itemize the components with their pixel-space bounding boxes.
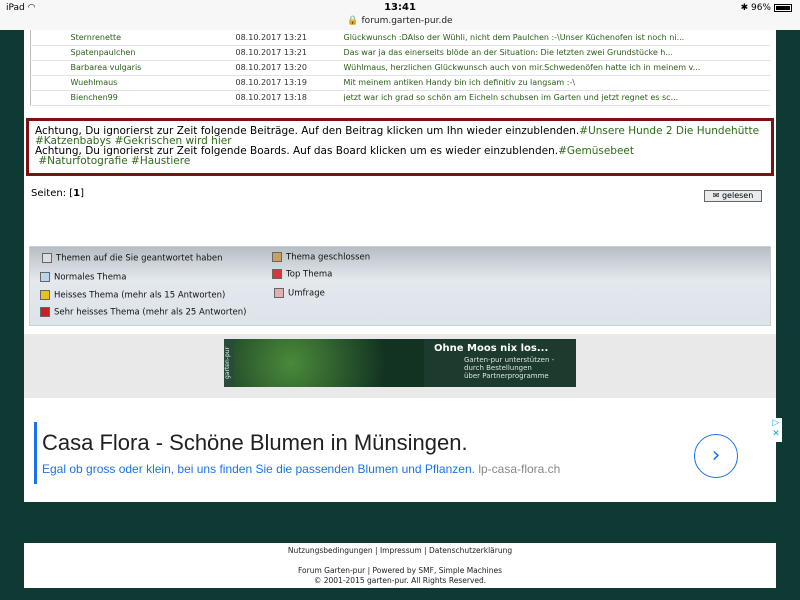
table-row: [31, 90, 771, 105]
pagination: Seiten: [1]: [31, 188, 85, 199]
recent-posts-list: [24, 30, 776, 110]
banner-area: [24, 334, 776, 398]
post-date: 08.10.2017 13:21: [236, 30, 344, 45]
topic-legend: [29, 246, 771, 326]
ad-choices-icon[interactable]: ▷ ✕: [770, 418, 782, 442]
clock: 13:41: [384, 2, 416, 13]
mark-read-button[interactable]: ✉ gelesen: [704, 190, 762, 202]
hot-topic-icon: [40, 290, 50, 300]
post-date: 08.10.2017 13:20: [236, 60, 344, 75]
imprint-link[interactable]: Impressum: [379, 546, 422, 555]
address-bar[interactable]: 🔒 forum.garten-pur.de: [347, 16, 453, 26]
legend-hot: Heisses Thema (mehr als 15 Antworten): [40, 290, 225, 301]
replied-topic-icon: [42, 253, 52, 263]
ignore-notice: Achtung, Du ignorierst zur Zeit folgende Beiträge. Auf den Beitrag klicken um Ihn wieder einzublenden.#Unsere Hunde 2 Die Hundehütte #Katzenbabys #Gekrischen wird hier Achtung, Du ignorierst zur Zeit folgende Boards. Auf das Board klicken um es wieder einzublenden.#Gemüsebeet #Naturfotografie #Haustiere: [26, 118, 774, 176]
device-label: iPad ◠: [6, 3, 36, 13]
post-excerpt-link[interactable]: Das war ja das einerseits blöde an der Situation: Die letzten zwei Grundstücke h...: [344, 45, 771, 60]
ignored-topic-link[interactable]: #Katzenbabys: [35, 135, 112, 147]
ignored-topic-link[interactable]: #Unsere Hunde 2 Die Hundehütte: [579, 125, 760, 137]
battery-icon: [774, 4, 792, 12]
lock-icon: [272, 252, 282, 262]
ios-status-bar: [0, 0, 800, 30]
legend-sticky: Top Thema: [272, 269, 332, 280]
post-author-link[interactable]: Sternrenette: [71, 30, 236, 45]
wifi-icon: ◠: [27, 3, 36, 13]
table-row: [31, 75, 771, 90]
legend-poll: Umfrage: [274, 288, 325, 299]
post-date: 08.10.2017 13:18: [236, 90, 344, 105]
table-row: [31, 30, 771, 45]
post-excerpt-link[interactable]: Mit meinem antiken Handy bin ich definitiv zu langsam :-\: [344, 75, 771, 90]
very-hot-topic-icon: [40, 307, 50, 317]
post-author-link[interactable]: Barbarea vulgaris: [71, 60, 236, 75]
ad-title[interactable]: Casa Flora - Schöne Blumen in Münsingen.: [42, 430, 468, 455]
ad-description[interactable]: Egal ob gross oder klein, bei uns finden Sie die passenden Blumen und Pflanzen. lp-casa-flora.ch: [42, 462, 561, 476]
envelope-icon: ✉: [712, 191, 720, 200]
post-date: 08.10.2017 13:19: [236, 75, 344, 90]
bluetooth-icon: ✱: [740, 3, 749, 13]
moss-image: [234, 339, 424, 387]
normal-topic-icon: [40, 272, 50, 282]
post-excerpt-link[interactable]: jetzt war ich grad so schön am Eicheln schubsen im Garten und jetzt regnet es sc...: [344, 90, 771, 105]
pin-icon: [272, 269, 282, 279]
post-author-link[interactable]: Spatenpaulchen: [71, 45, 236, 60]
chevron-right-icon[interactable]: ›: [694, 434, 738, 478]
advertisement[interactable]: [34, 422, 776, 496]
table-row: [31, 60, 771, 75]
legend-normal: Normales Thema: [40, 272, 126, 283]
ignored-topic-link[interactable]: #Gekrischen wird hier: [114, 135, 232, 147]
post-excerpt-link[interactable]: Glückwunsch :DAlso der Wühli, nicht dem Paulchen :-\Unser Küchenofen ist noch ni...: [344, 30, 771, 45]
poll-icon: [274, 288, 284, 298]
post-excerpt-link[interactable]: Wühlmaus, herzlichen Glückwunsch auch von mir.Schwedenöfen hatte ich in meinem v...: [344, 60, 771, 75]
ignored-board-link[interactable]: #Naturfotografie: [38, 155, 128, 167]
legend-locked: Thema geschlossen: [272, 252, 370, 263]
terms-link[interactable]: Nutzungsbedingungen: [287, 546, 373, 555]
legend-replied: Themen auf die Sie geantwortet haben: [42, 253, 222, 264]
post-date: 08.10.2017 13:21: [236, 45, 344, 60]
privacy-link[interactable]: Datenschutzerklärung: [428, 546, 513, 555]
support-banner[interactable]: garten-pur Ohne Moos nix los... Garten-pur unterstützen - durch Bestellungen über Partnerprogramme: [224, 339, 576, 387]
page-link[interactable]: 1: [73, 188, 81, 199]
post-author-link[interactable]: Bienchen99: [71, 90, 236, 105]
forum-page: [24, 30, 776, 502]
ignored-board-link[interactable]: #Haustiere: [131, 155, 191, 167]
battery-status: ✱ 96%: [741, 3, 792, 13]
legend-veryhot: Sehr heisses Thema (mehr als 25 Antworten): [40, 307, 246, 318]
table-row: [31, 45, 771, 60]
post-author-link[interactable]: Wuehlmaus: [71, 75, 236, 90]
ignored-board-link[interactable]: #Gemüsebeet: [558, 145, 634, 157]
lock-icon: 🔒: [347, 16, 359, 26]
page-footer: Nutzungsbedingungen | Impressum | Datenschutzerklärung Forum Garten-pur | Powered by SMF, Simple Machines © 2001-2015 garten-pur. All Rights Reserved.: [24, 543, 776, 588]
